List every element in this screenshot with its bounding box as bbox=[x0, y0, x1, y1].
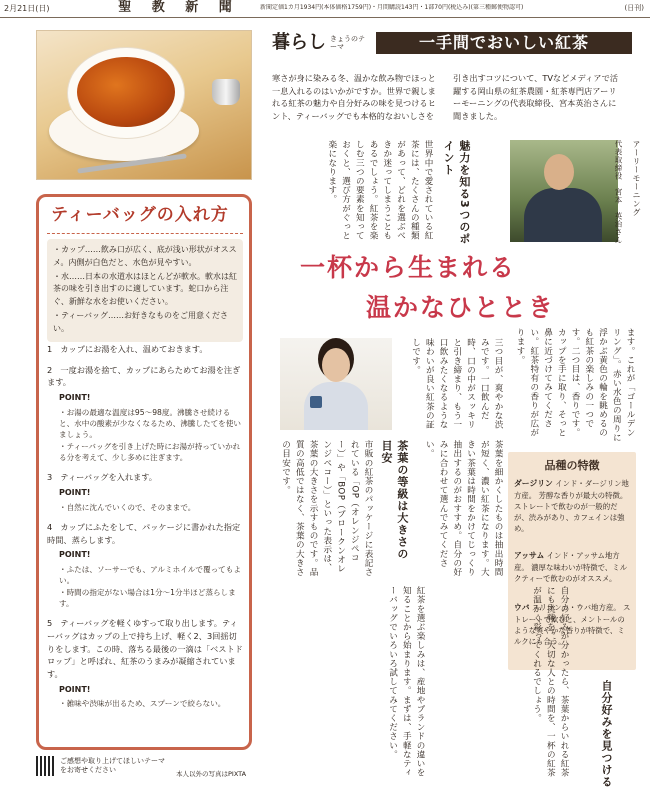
edition-label: (日刊) bbox=[624, 4, 644, 13]
prep-list bbox=[47, 239, 243, 342]
steps-list bbox=[47, 343, 243, 718]
paper-name: 聖 教 新 聞 bbox=[118, 0, 240, 16]
headline-line1: 一杯から生まれる bbox=[300, 253, 517, 282]
step-text: カップにお湯を入れ、温めておきます。 bbox=[60, 344, 208, 354]
section-header bbox=[272, 30, 632, 56]
feature-region: インド・アッサム地方産。 bbox=[514, 551, 620, 572]
point-note: ・時間の指定がない場合は1分〜1分半ほど蒸らします。 bbox=[59, 587, 236, 608]
column-astringency: 三つ目が、爽やかな渋みです。一口飲んだ時、口の中がスッキリと引き締まり、もう一口飲みたくなるような味わいが良い紅茶の証しです。 bbox=[410, 338, 503, 429]
prep-item: ・ティーバッグ……お好きなものをご用意ください。 bbox=[53, 310, 228, 333]
prep-item: ・カップ……飲み口が広く、底が浅い形状がオススメ。内側が白色だと、水色が見やすい。 bbox=[53, 245, 237, 267]
feature-name: ウバ bbox=[514, 603, 530, 612]
point-note: ・雑味や渋味が出るため、スプーンで絞らない。 bbox=[59, 699, 226, 709]
point-note: ・ティーバッグを引き上げた時にお湯が持っていかれる分を考えて、少し多めに注ぎます。 bbox=[59, 441, 241, 463]
prep-item: ・水……日本の水道水はほとんどが軟水。軟水は紅茶の味を引き出すのに適しています。蛇口から注ぐ、新鮮な水をお使いください。 bbox=[53, 271, 237, 307]
lead-paragraph: 寒さが身に染みる冬、温かな飲み物でほっと一息入れるのはいかがですか。世界で親しまれる紅茶の魅力や自分好みの味を見つけるヒント、ティーバッグでも本格的なおいしさを引き出すコツについて、TVなどメディアで活躍する岡山県の紅茶農園・紅茶専門店アーリーモーニングの代表取締役、宮本英治さんに聞きました。 bbox=[272, 73, 619, 122]
step-5 bbox=[47, 617, 243, 709]
person-body-shape bbox=[524, 188, 602, 242]
feature-desc: ストレートで飲むと、メントールのような爽やかな香りが特徴で、ミルクにも合う。 bbox=[514, 603, 631, 646]
feature-assam bbox=[514, 550, 632, 584]
person-org: アーリーモーニング bbox=[632, 140, 641, 217]
step-number: 5 bbox=[47, 618, 53, 629]
column-golden-ring: ます。これが「ゴールデンリング」。赤い水色の周りに浮かぶ黄色の輪を眺めるのも紅茶の楽しみの一つです。二つ目は、香りです。カップを手に取り、そっと鼻に近づけてみてください。紅茶特有の香りが広がります。 bbox=[515, 328, 635, 442]
column-extraction: 茶葉を細かくしたものは抽出時間が短く、濃い紅茶になります。大きい茶葉は時間をかけてじっくり抽出するのがおすすめ。自分の好みに合わせて選んでみてください。 bbox=[424, 440, 503, 577]
woman-head-shape bbox=[322, 348, 350, 382]
point-label: POINT! bbox=[59, 550, 91, 560]
step-number: 3 bbox=[47, 472, 53, 483]
feature-region: スリランカ・ウバ地方産。 bbox=[531, 603, 621, 612]
step-2 bbox=[47, 364, 243, 464]
person-title: 代表取締役 宮本 英治さん bbox=[614, 140, 623, 244]
step-text: 一度お湯を捨て、カップにあらためてお湯を注ぎます。 bbox=[47, 364, 241, 388]
step-number: 4 bbox=[47, 521, 53, 532]
point-label: POINT! bbox=[59, 393, 91, 403]
milk-pot-shape bbox=[212, 79, 240, 105]
photo-credit: 本人以外の写真はPIXTA bbox=[176, 770, 247, 778]
tea-liquid-shape bbox=[77, 57, 175, 127]
woman-drinking-tea-photo bbox=[280, 338, 392, 430]
person-head-shape bbox=[544, 154, 574, 190]
column-choosing: 紅茶を選ぶ楽しみは、産地やブランドの違いを知ることから始まります。まずは、手軽なティーバッグでいろいろ試してみてください。 bbox=[387, 586, 425, 778]
grade-heading: 茶葉の等級は大きさの目安 bbox=[379, 440, 409, 560]
features-title: 品種の特徴 bbox=[544, 459, 600, 472]
step-text: ティーバッグを軽くゆすって取り出します。ティーバッグはカップの上で持ち上げ、軽く2、3回揺切りをします。この時、落ちる最後の一滴は「ベストドロップ」と呼ばれ、紅茶のうまみが凝縮されています。 bbox=[47, 618, 243, 680]
theme-title: 一手間でおいしい紅茶 bbox=[376, 32, 632, 54]
step-4 bbox=[47, 521, 243, 609]
feature-desc: 芳醇な香りが最大の特徴。ストレートで飲むのが一般的だが、渋みがあり、カフェインは強め。 bbox=[514, 490, 628, 534]
interviewee-photo bbox=[510, 140, 618, 242]
masthead bbox=[0, 0, 650, 18]
step-number: 2 bbox=[47, 364, 53, 375]
preference-heading: 自分好みを見つける bbox=[599, 680, 613, 788]
point-label: POINT! bbox=[59, 488, 91, 498]
charm-heading: 魅力を知る3つのポイント bbox=[441, 140, 471, 245]
point-label: POINT! bbox=[59, 684, 91, 694]
feature-desc: 濃厚な味わいが特徴で、ミルクティーで飲むのがオススメ。 bbox=[514, 562, 628, 583]
mug-shape bbox=[310, 396, 322, 408]
theme-label: きょうのテーマ bbox=[330, 34, 365, 51]
feature-darjeeling bbox=[514, 478, 632, 534]
feature-name: アッサム bbox=[514, 551, 545, 560]
point-note: ・お湯の最適な温度は95〜98度。沸騰させ続けると、水中の酸素が少なくなるため、沸騰したてを使いましょう。 bbox=[59, 407, 241, 440]
step-text: カップにふたをして、パッケージに書かれた指定時間、蒸らします。 bbox=[47, 521, 241, 545]
column-charm-intro: 世界中で愛されている紅茶には、たくさんの種類があって、どれを選ぶべきか迷ってしまうこともあるでしょう。紅茶を楽しむ三つの要素を知っておくと、選び方がぐっと楽になります。 bbox=[326, 140, 433, 241]
teabag-guide-box bbox=[36, 194, 252, 750]
column-grade: 市販の紅茶のパッケージに表記されている「OP（オレンジペコー）」や「BOP（ブロークンオレンジペコー）」といった表示は、茶葉の大きさを示すものです。品質の高低ではなく、茶葉の大きさの目安です。 bbox=[280, 440, 373, 577]
person-caption bbox=[622, 140, 642, 250]
feedback-message: ご感想や取り上げてほしいテーマをお寄せください bbox=[60, 757, 165, 775]
point-note: ・ふたは、ソーサーでも、アルミホイルで覆ってもよい。 bbox=[59, 564, 241, 586]
headline-line2: 温かなひととき bbox=[366, 293, 556, 322]
feature-name: ダージリン bbox=[514, 479, 553, 488]
section-label: 暮らし bbox=[272, 31, 326, 53]
guide-title: ティーバッグの入れ方 bbox=[51, 205, 229, 225]
column-conclusion: 自分の好みが分かったら、茶葉からいれる紅茶にも挑戦を。大切な人との時間を、一杯の紅茶が温かく彩ってくれるでしょう。 bbox=[531, 586, 569, 778]
step-text: ティーバッグを入れます。 bbox=[60, 472, 157, 483]
step-3 bbox=[47, 471, 243, 512]
guide-divider bbox=[47, 233, 243, 234]
step-number: 1 bbox=[47, 344, 53, 354]
point-note: ・自然に沈んでいくので、そのままで。 bbox=[59, 502, 196, 512]
tea-cup-photo bbox=[36, 30, 252, 180]
issue-date: 2月21日(日) bbox=[4, 3, 50, 13]
qr-code-icon[interactable] bbox=[36, 756, 56, 776]
feature-region: インド・ダージリン地方産。 bbox=[514, 479, 629, 500]
price-line: 新聞定価1カ月1934円(本体価格1759円)・月間購読143円・1部70円(税込み)(第三種郵便物認可) bbox=[260, 4, 524, 12]
step-1 bbox=[47, 343, 243, 356]
